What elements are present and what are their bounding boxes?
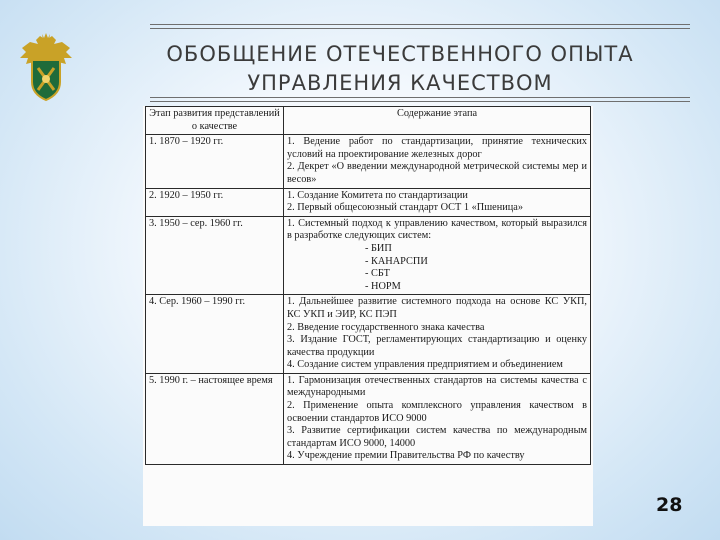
content-line: 3. Издание ГОСТ, регламентирующих стандартизацию и оценку качества продукции xyxy=(287,334,587,358)
title-line-1: ОБОБЩЕНИЕ ОТЕЧЕСТВЕННОГО ОПЫТА xyxy=(166,42,634,66)
content-line: 1. Гармонизация отечественных стандартов на системы качества с международными xyxy=(287,374,587,399)
content-line: 2. Применение опыта комплексного управления качеством в освоении стандартов ИСО 9000 xyxy=(287,400,587,424)
stage-cell: 2. 1920 – 1950 гг. xyxy=(146,188,284,216)
table-row xyxy=(146,188,591,216)
title-line-2: УПРАВЛЕНИЯ КАЧЕСТВОМ xyxy=(247,71,553,95)
content-line: 1. Дальнейшее развитие системного подхода на основе КС УКП, КС УКП и ЭИР, КС ПЭП xyxy=(287,296,587,320)
table-header-row xyxy=(146,107,591,135)
page-number: 28 xyxy=(656,494,683,516)
header-stage: Этап развития представлений о качестве xyxy=(146,107,284,135)
top-rule-1 xyxy=(150,24,690,25)
content-cell xyxy=(284,216,591,295)
content-line: 2. Введение государственного знака качества xyxy=(287,321,485,333)
content-cell xyxy=(284,295,591,374)
content-line: 1. Создание Комитета по стандартизации xyxy=(287,189,468,201)
system-item: - КАНАРСПИ xyxy=(365,255,428,267)
content-line: 3. Развитие сертификации систем качества по международным стандартам ИСО 9000, 14000 xyxy=(287,425,587,449)
content-cell xyxy=(284,135,591,188)
stage-cell: 1. 1870 – 1920 гг. xyxy=(146,135,284,188)
system-item: - СБТ xyxy=(365,268,390,280)
table-row xyxy=(146,216,591,295)
content-line: 1. Системный подход к управлению качеством, который выразился в разработке следующих систем: xyxy=(287,217,587,242)
stage-cell: 5. 1990 г. – настоящее время xyxy=(146,373,284,464)
title-rule-2 xyxy=(150,101,690,102)
content-line: 2. Декрет «О введении международной метрической системы мер и весов» xyxy=(287,161,587,185)
content-cell xyxy=(284,373,591,464)
stage-cell: 3. 1950 – сер. 1960 гг. xyxy=(146,216,284,295)
content-line: 4. Учреждение премии Правительства РФ по качеству xyxy=(287,450,525,462)
content-line: 1. Ведение работ по стандартизации, принятие технических условий на проектирование железных дорог xyxy=(287,136,587,160)
page-title xyxy=(130,40,670,98)
coat-of-arms-icon xyxy=(16,32,76,104)
title-rule-1 xyxy=(150,97,690,98)
quality-stages-table xyxy=(145,106,591,465)
content-line: 2. Первый общесоюзный стандарт ОСТ 1 «Пшеница» xyxy=(287,202,523,214)
system-item: - БИП xyxy=(365,242,392,254)
header-content: Содержание этапа xyxy=(284,107,591,135)
system-item: - НОРМ xyxy=(365,280,401,292)
content-line: 4. Создание систем управления предприятием и объединением xyxy=(287,359,563,371)
document-image xyxy=(143,106,593,526)
table-row xyxy=(146,373,591,464)
table-row xyxy=(146,135,591,188)
content-cell xyxy=(284,188,591,216)
table-row xyxy=(146,295,591,374)
top-rule-2 xyxy=(150,28,690,29)
stage-cell: 4. Сер. 1960 – 1990 гг. xyxy=(146,295,284,374)
